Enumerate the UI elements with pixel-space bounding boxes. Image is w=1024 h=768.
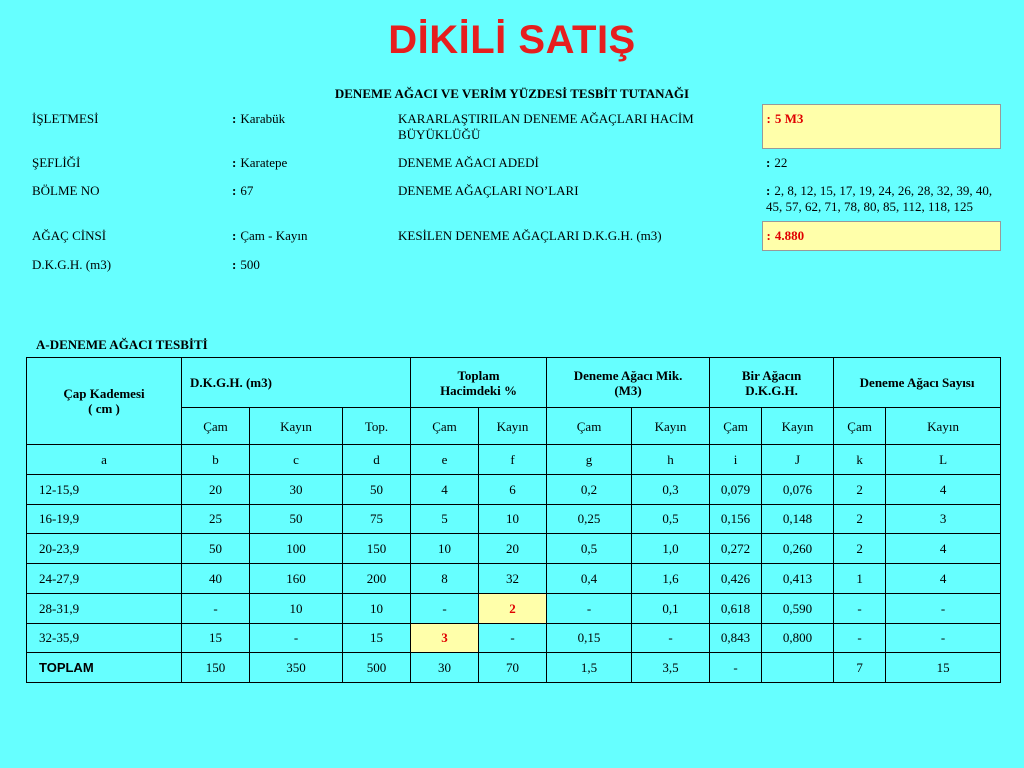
info-table <box>26 104 1001 279</box>
table-cell: - <box>182 593 250 623</box>
table-cell: 0,2 <box>547 474 632 504</box>
table-cell: 10 <box>411 534 479 564</box>
table-cell: - <box>547 593 632 623</box>
letter-cell: J <box>762 445 834 475</box>
info-value <box>228 251 392 279</box>
page-title: DİKİLİ SATIŞ <box>388 18 636 62</box>
table-cell: - <box>886 593 1001 623</box>
letter-cell: k <box>834 445 886 475</box>
col-subheader: Çam <box>710 408 762 445</box>
section-title: A-DENEME AĞACI TESBİTİ <box>36 337 208 352</box>
info-value <box>228 177 392 222</box>
total-cell: 150 <box>182 653 250 683</box>
total-cell: 3,5 <box>632 653 710 683</box>
table-cell: 150 <box>343 534 411 564</box>
info-label: D.K.G.H. (m3) <box>32 256 112 272</box>
col-subheader: Çam <box>411 408 479 445</box>
col-subheader: Kayın <box>250 408 343 445</box>
table-cell: 2 <box>479 593 547 623</box>
colon: : <box>232 227 237 243</box>
row-label: 16-19,9 <box>27 504 182 534</box>
table-cell: 0,800 <box>762 623 834 653</box>
total-cell: 500 <box>343 653 411 683</box>
table-cell: 100 <box>250 534 343 564</box>
table-cell: 4 <box>411 474 479 504</box>
info-label: KARARLAŞTIRILAN DENEME AĞAÇLARI HACİM BÜYÜKLÜĞÜ <box>398 110 694 142</box>
table-cell: 10 <box>250 593 343 623</box>
info-value-text: 4.880 <box>774 228 805 243</box>
colon: : <box>232 183 237 198</box>
table-cell: 32 <box>479 564 547 594</box>
col-subheader: Top. <box>343 408 411 445</box>
table-cell: - <box>834 623 886 653</box>
table-cell: 200 <box>343 564 411 594</box>
info-label: KESİLEN DENEME AĞAÇLARI D.K.G.H. (m3) <box>398 227 662 243</box>
table-cell: 40 <box>182 564 250 594</box>
table-cell: 6 <box>479 474 547 504</box>
table-cell: 15 <box>343 623 411 653</box>
letter-cell: e <box>411 445 479 475</box>
row-label: 32-35,9 <box>27 623 182 653</box>
col-subheader: Çam <box>834 408 886 445</box>
col-subheader: Kayın <box>762 408 834 445</box>
table-cell: 1,6 <box>632 564 710 594</box>
table-cell: 0,076 <box>762 474 834 504</box>
table-cell: 25 <box>182 504 250 534</box>
table-cell: - <box>411 593 479 623</box>
info-value-text: 500 <box>240 256 260 272</box>
info-row <box>26 251 1000 279</box>
table-cell: 10 <box>343 593 411 623</box>
table-cell: 0,4 <box>547 564 632 594</box>
total-cell: 30 <box>411 653 479 683</box>
table-cell: 0,15 <box>547 623 632 653</box>
table-cell: 0,5 <box>547 534 632 564</box>
table-cell: - <box>479 623 547 653</box>
table-cell: 0,1 <box>632 593 710 623</box>
colon: : <box>766 183 771 198</box>
table-cell: 0,618 <box>710 593 762 623</box>
info-value-text: 2, 8, 12, 15, 17, 19, 24, 26, 28, 32, 39, 40, 45, 57, 62, 71, 78, 80, 85, 112, 118, 125 <box>766 183 993 214</box>
letter-cell: f <box>479 445 547 475</box>
table-cell: 20 <box>182 474 250 504</box>
table-cell: 50 <box>250 504 343 534</box>
letter-cell: d <box>343 445 411 475</box>
col-header-bir-agacin: Bir Ağacın D.K.G.H. <box>710 358 834 408</box>
table-cell: 75 <box>343 504 411 534</box>
table-cell: 4 <box>886 474 1001 504</box>
info-value <box>762 222 1000 251</box>
table-cell: 0,079 <box>710 474 762 504</box>
letter-cell: L <box>886 445 1001 475</box>
info-value-text: Karabük <box>240 110 286 126</box>
table-cell: 0,843 <box>710 623 762 653</box>
table-cell: - <box>632 623 710 653</box>
table-cell: 20 <box>479 534 547 564</box>
table-cell: 30 <box>250 474 343 504</box>
total-row <box>27 653 1001 683</box>
info-value <box>762 105 1000 149</box>
info-row <box>26 149 1000 178</box>
col-subheader: Kayın <box>632 408 710 445</box>
table-cell: 0,590 <box>762 593 834 623</box>
row-label: 24-27,9 <box>27 564 182 594</box>
info-label: DENEME AĞAÇLARI NO’LARI <box>398 183 579 198</box>
total-cell: 7 <box>834 653 886 683</box>
table-cell: 5 <box>411 504 479 534</box>
info-label: DENEME AĞACI ADEDİ <box>398 154 539 170</box>
total-cell: - <box>710 653 762 683</box>
total-cell: 70 <box>479 653 547 683</box>
row-label: 20-23,9 <box>27 534 182 564</box>
table-cell: 8 <box>411 564 479 594</box>
col-subheader: Çam <box>182 408 250 445</box>
document-subtitle: DENEME AĞACI VE VERİM YÜZDESİ TESBİT TUTANAĞI <box>334 86 690 101</box>
tree-test-table <box>26 357 1001 683</box>
table-row <box>27 593 1001 623</box>
row-label: 12-15,9 <box>27 474 182 504</box>
col-subheader: Kayın <box>886 408 1001 445</box>
info-label: AĞAÇ CİNSİ <box>32 227 107 243</box>
table-row <box>27 623 1001 653</box>
table-cell: 1,0 <box>632 534 710 564</box>
letter-cell: b <box>182 445 250 475</box>
letter-cell: g <box>547 445 632 475</box>
col-header-deneme-miktar: Deneme Ağacı Mik. (M3) <box>547 358 710 408</box>
colon: : <box>766 111 771 126</box>
info-label: İŞLETMESİ <box>32 110 99 126</box>
row-label: 28-31,9 <box>27 593 182 623</box>
table-cell: - <box>250 623 343 653</box>
table-cell: 160 <box>250 564 343 594</box>
info-value-text: 5 M3 <box>774 111 804 126</box>
table-cell: 50 <box>343 474 411 504</box>
total-cell <box>762 653 834 683</box>
table-cell: 2 <box>834 534 886 564</box>
info-label: BÖLME NO <box>32 183 100 198</box>
table-cell: 0,413 <box>762 564 834 594</box>
table-cell: 0,5 <box>632 504 710 534</box>
letter-cell: h <box>632 445 710 475</box>
table-cell: 0,156 <box>710 504 762 534</box>
table-cell: 3 <box>886 504 1001 534</box>
table-cell: 15 <box>182 623 250 653</box>
table-row <box>27 504 1001 534</box>
col-header-cap-kademesi: Çap Kademesi ( cm ) <box>27 358 182 445</box>
info-value-text: Karatepe <box>240 154 288 170</box>
table-cell: 0,426 <box>710 564 762 594</box>
table-row <box>27 534 1001 564</box>
letter-cell: c <box>250 445 343 475</box>
info-value <box>228 222 392 251</box>
colon: : <box>232 110 237 126</box>
col-subheader: Kayın <box>479 408 547 445</box>
colon: : <box>766 155 771 170</box>
colon: : <box>232 256 237 272</box>
col-subheader: Çam <box>547 408 632 445</box>
info-value <box>762 251 1000 279</box>
info-value <box>228 105 392 149</box>
total-label: TOPLAM <box>27 653 182 683</box>
table-cell: 50 <box>182 534 250 564</box>
total-cell: 350 <box>250 653 343 683</box>
table-cell: 0,272 <box>710 534 762 564</box>
table-cell: 4 <box>886 534 1001 564</box>
info-row <box>26 177 1000 222</box>
table-cell: 1 <box>834 564 886 594</box>
info-value <box>762 149 1000 178</box>
table-cell: - <box>834 593 886 623</box>
table-row <box>27 564 1001 594</box>
info-value <box>228 149 392 178</box>
colon: : <box>766 228 771 243</box>
colon: : <box>232 154 237 170</box>
info-row <box>26 105 1000 149</box>
total-cell: 15 <box>886 653 1001 683</box>
table-cell: 4 <box>886 564 1001 594</box>
table-cell: 2 <box>834 474 886 504</box>
col-header-dkgh: D.K.G.H. (m3) <box>182 358 411 408</box>
total-cell: 1,5 <box>547 653 632 683</box>
table-cell: 0,148 <box>762 504 834 534</box>
info-value-text: 22 <box>774 155 788 170</box>
table-cell: 10 <box>479 504 547 534</box>
table-cell: 0,25 <box>547 504 632 534</box>
table-cell: 2 <box>834 504 886 534</box>
col-header-deneme-sayisi: Deneme Ağacı Sayısı <box>834 358 1001 408</box>
table-cell: 0,3 <box>632 474 710 504</box>
table-cell: - <box>886 623 1001 653</box>
info-value <box>762 177 1000 222</box>
table-cell: 0,260 <box>762 534 834 564</box>
table-row <box>27 474 1001 504</box>
info-label <box>392 251 762 279</box>
info-value-text: 67 <box>240 183 254 198</box>
table-cell: 3 <box>411 623 479 653</box>
info-label: ŞEFLİĞİ <box>32 154 81 170</box>
letter-cell: i <box>710 445 762 475</box>
info-row <box>26 222 1000 251</box>
letter-cell: a <box>27 445 182 475</box>
info-value-text: Çam - Kayın <box>240 227 308 243</box>
col-header-toplam-hacim: Toplam Hacimdeki % <box>411 358 547 408</box>
letter-row <box>27 445 1001 475</box>
